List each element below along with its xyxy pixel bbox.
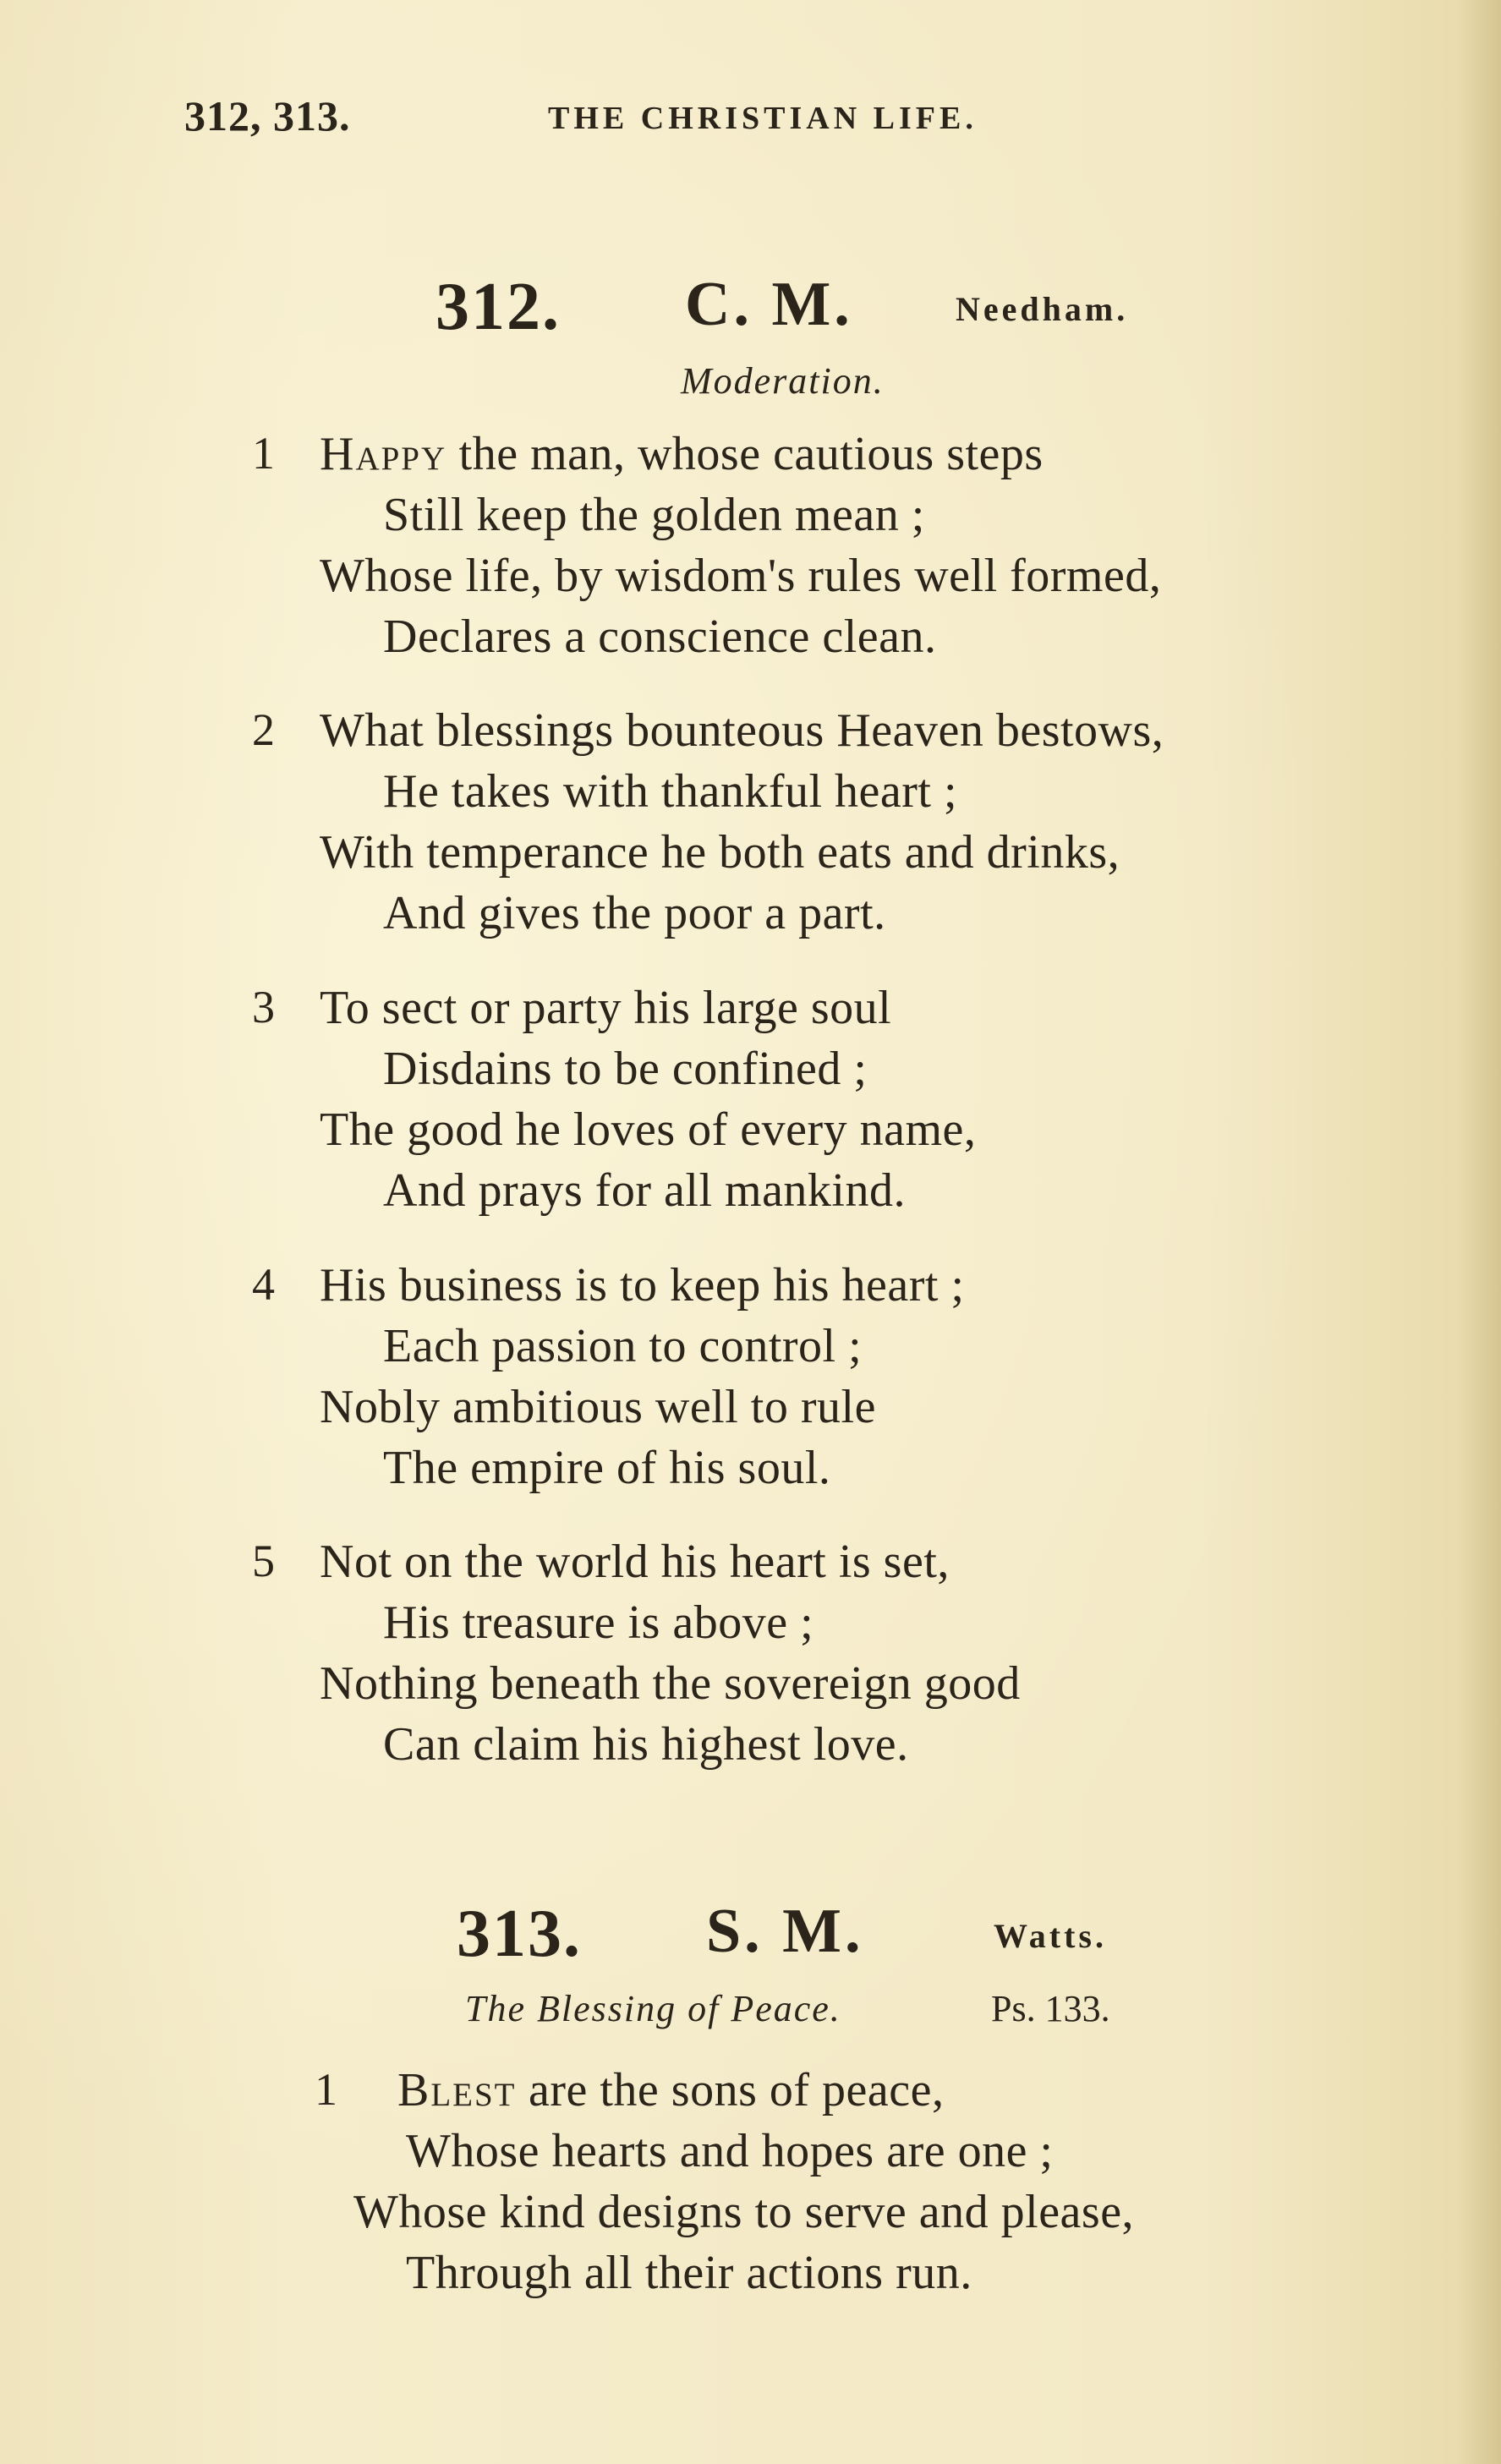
verse-number: 1 bbox=[252, 428, 275, 479]
page-numbers: 312, 313. bbox=[184, 92, 351, 140]
hymn-number: 312. bbox=[436, 270, 561, 344]
verse-number: 2 bbox=[252, 704, 275, 755]
verse-number: 1 bbox=[315, 2064, 337, 2115]
verse-line: Whose life, by wisdom's rules well formed, bbox=[320, 550, 1162, 602]
stanza-3 bbox=[252, 981, 1436, 1235]
verse-initial-word: Happy bbox=[320, 428, 447, 480]
hymn-subtitle: Moderation. bbox=[681, 360, 885, 402]
verse-line: His business is to keep his heart ; bbox=[320, 1259, 965, 1311]
verse-line: Whose hearts and hopes are one ; bbox=[406, 2125, 1054, 2177]
hymn-subtitle: The Blessing of Peace. bbox=[465, 1988, 841, 2029]
verse-number: 4 bbox=[252, 1259, 275, 1310]
verse-line: His treasure is above ; bbox=[383, 1596, 814, 1649]
verse-line: Through all their actions run. bbox=[406, 2247, 972, 2299]
running-head bbox=[184, 91, 1199, 142]
verse-line: Still keep the golden mean ; bbox=[383, 489, 925, 541]
verse-line: Not on the world his heart is set, bbox=[320, 1536, 950, 1588]
verse-line: And prays for all mankind. bbox=[383, 1164, 906, 1217]
verse-line: Happy the man, whose cautious steps bbox=[320, 428, 1044, 480]
verse-line: Can claim his highest love. bbox=[383, 1718, 909, 1771]
verse-number: 5 bbox=[252, 1536, 275, 1586]
stanza-4 bbox=[252, 1258, 1436, 1512]
hymn-tune: Needham. bbox=[956, 290, 1129, 328]
running-title: THE CHRISTIAN LIFE. bbox=[548, 101, 978, 136]
verse-line: With temperance he both eats and drinks, bbox=[320, 826, 1120, 879]
scripture-reference: Ps. 133. bbox=[991, 1988, 1110, 2029]
verse-line: Declares a conscience clean. bbox=[383, 611, 937, 663]
verse-line: The good he loves of every name, bbox=[320, 1103, 977, 1156]
hymn-313-header bbox=[457, 1896, 1218, 1971]
verse-line: To sect or party his large soul bbox=[320, 982, 892, 1034]
stanza-5 bbox=[252, 1535, 1436, 1788]
verse-line: And gives the poor a part. bbox=[383, 887, 886, 939]
stanza-1 bbox=[252, 427, 1436, 681]
verse-line: Nothing beneath the sovereign good bbox=[320, 1657, 1021, 1710]
verse-line: He takes with thankful heart ; bbox=[383, 765, 958, 818]
hymn-number: 313. bbox=[457, 1897, 582, 1971]
hymn-tune: Watts. bbox=[994, 1917, 1107, 1955]
stanza-1 bbox=[315, 2063, 1498, 2317]
verse-line: Each passion to control ; bbox=[383, 1320, 863, 1372]
verse-line: What blessings bounteous Heaven bestows, bbox=[320, 704, 1164, 757]
verse-number: 3 bbox=[252, 982, 275, 1032]
verse-initial-word: Blest bbox=[397, 2064, 517, 2116]
verse-line: Whose kind designs to serve and please, bbox=[353, 2186, 1135, 2238]
hymn-meter: S. M. bbox=[706, 1897, 864, 1966]
stanza-2 bbox=[252, 704, 1436, 957]
verse-line: The empire of his soul. bbox=[383, 1442, 831, 1494]
hymn-312-header bbox=[436, 269, 1197, 344]
verse-line: Blest are the sons of peace, bbox=[397, 2064, 945, 2116]
verse-line: Disdains to be confined ; bbox=[383, 1043, 868, 1095]
verse-line: Nobly ambitious well to rule bbox=[320, 1381, 876, 1433]
hymn-meter: C. M. bbox=[685, 270, 853, 339]
